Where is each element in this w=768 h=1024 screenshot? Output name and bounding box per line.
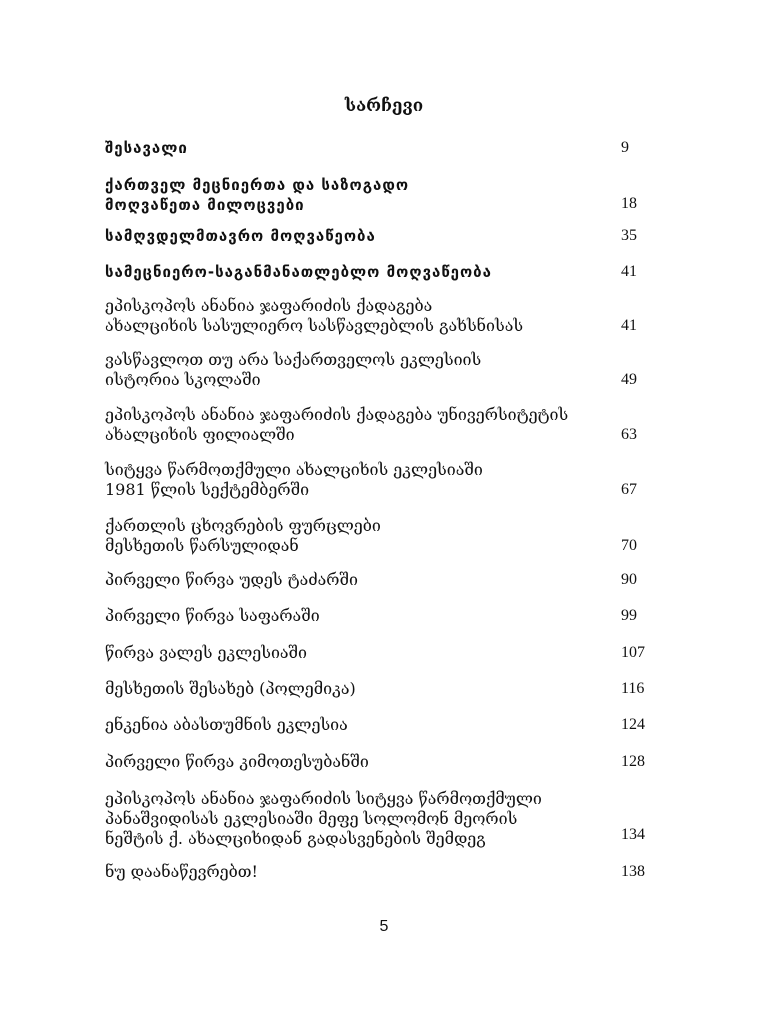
toc-entry-page: 41 [621,263,637,280]
toc-entry-title [105,715,605,735]
toc-entry-title [105,175,605,215]
toc-entry-line: ეპისკოპოს ანანია ჯაფარიძის ქადაგება [105,296,433,315]
toc-entry-page: 90 [621,571,637,588]
toc-entry-line: ისტორია სკოლაში [105,370,261,389]
toc-entry-title [105,862,605,882]
toc-entry-page: 18 [621,195,637,212]
toc-entry-title [105,460,605,500]
toc-entry-line: მოღვაწეთა მილოცვები [105,196,305,214]
toc-entry-line: ნეშტის ქ. ახალციხიდან გადასვენების შემდეგ [105,829,486,848]
toc-entry-line: პირველი წირვა უდეს ტაძარში [105,570,358,589]
toc-entry-page: 63 [621,426,637,443]
toc-entry-page: 138 [621,863,645,880]
toc-entry-line: ახალციხის ფილიალში [105,425,295,444]
toc-entry-title [105,789,605,849]
toc-entry-line: ახალციხის სასულიერო სასწავლებლის გახსნისას [105,316,524,335]
toc-entry-line: ქართველ მეცნიერთა და საზოგადო [105,176,410,194]
toc-entry-page: 9 [621,139,629,156]
toc-entry-line: ქართლის ცხოვრების ფურცლები [105,516,381,535]
toc-entry-title [105,405,605,445]
page-title: სარჩევი [344,96,424,116]
toc-entry-title [105,226,605,246]
toc-entry-line: ეპისკოპოს ანანია ჯაფარიძის სიტყვა წარმოთქმული [105,789,542,808]
toc-entry-line: მესხეთის შესახებ (პოლემიკა) [105,679,356,698]
toc-entry-title [105,350,605,390]
toc-entry-page: 134 [621,826,645,843]
toc-entry-page: 128 [621,753,645,770]
toc-entry-page: 70 [621,537,637,554]
toc-entry-line: სამღვდელმთავრო მოღვაწეობა [105,227,376,245]
toc-entry-title [105,516,605,556]
toc-entry-page: 49 [621,371,637,388]
toc-entry-title [105,296,605,336]
toc-entry-line: სიტყვა წარმოთქმული ახალციხის ეკლესიაში [105,460,483,479]
toc-entry-line: მესხეთის წარსულიდან [105,536,299,555]
toc-entry-page: 35 [621,227,637,244]
toc-entry-page: 116 [621,680,645,697]
toc-entry-title [105,679,605,699]
toc-entry-page: 107 [621,644,645,661]
toc-entry-page: 124 [621,716,645,733]
toc-entry-title [105,262,605,282]
toc-entry-line: პანაშვიდისას ეკლესიაში მეფე სოლომონ მეორის [105,809,518,828]
toc-entry-title [105,606,605,626]
toc-entry-line: ენკენია აბასთუმნის ეკლესია [105,715,348,734]
toc-entry-title [105,138,605,158]
toc-entry-line: პირველი წირვა კიმოთესუბანში [105,752,369,771]
toc-entry-title [105,752,605,772]
toc-entry-page: 41 [621,317,637,334]
toc-entry-page: 99 [621,607,637,624]
page-number: 5 [379,918,389,935]
toc-entry-title [105,643,605,663]
toc-entry-line: 1981 წლის სექტემბერში [105,480,310,499]
toc-entry-page: 67 [621,481,637,498]
toc-entry-line: სამეცნიერო-საგანმანათლებლო მოღვაწეობა [105,263,492,281]
toc-entry-line: შესავალი [105,139,188,157]
toc-entry-line: წირვა ვალეს ეკლესიაში [105,643,307,662]
toc-entry-title [105,570,605,590]
toc-entry-line: ნუ დაანაწევრებთ! [105,862,258,881]
toc-entry-line: ეპისკოპოს ანანია ჯაფარიძის ქადაგება უნივერსიტეტის [105,405,569,424]
toc-entry-line: ვასწავლოთ თუ არა საქართველოს ეკლესიის [105,350,482,369]
toc-entry-line: პირველი წირვა საფარაში [105,606,320,625]
